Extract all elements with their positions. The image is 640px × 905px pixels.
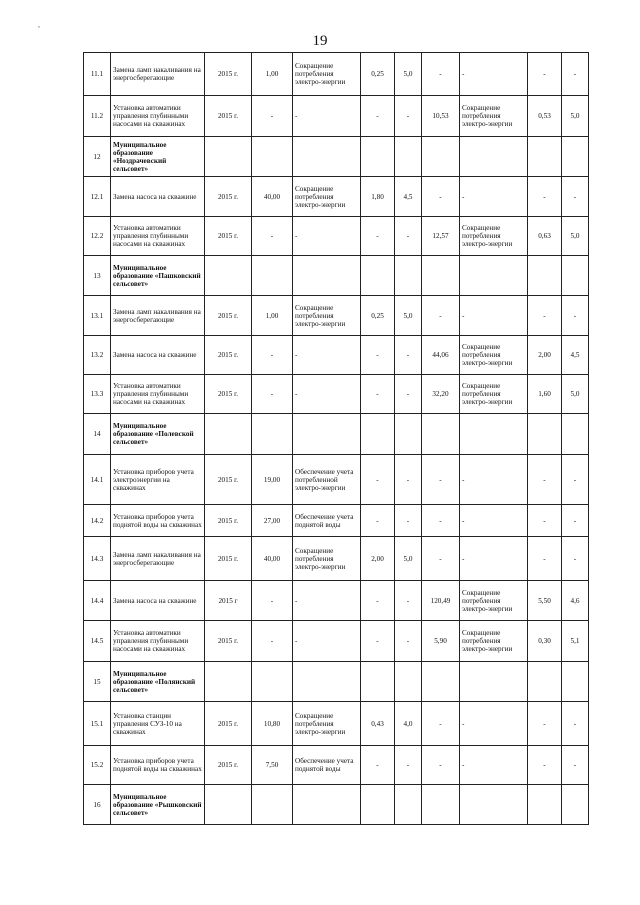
cell-value-1: 0,43 bbox=[361, 702, 395, 746]
cell-effect-2: - bbox=[460, 455, 528, 505]
group-row bbox=[84, 256, 589, 296]
cell-cost bbox=[252, 785, 293, 825]
table-row bbox=[84, 296, 589, 336]
group-row bbox=[84, 662, 589, 702]
cell-value-4 bbox=[528, 414, 562, 455]
cell-year: 2015 г bbox=[205, 581, 252, 621]
cell-value-5: - bbox=[562, 505, 589, 537]
cell-year: 2015 г. bbox=[205, 336, 252, 375]
cell-value-1 bbox=[361, 256, 395, 296]
cell-cost-2: 5,90 bbox=[422, 621, 460, 662]
cell-cost-2: 120,49 bbox=[422, 581, 460, 621]
cell-number: 13.3 bbox=[84, 375, 111, 414]
cell-effect: Сокращение потребления электро-энергии bbox=[293, 702, 361, 746]
table-row bbox=[84, 621, 589, 662]
cell-cost-2: - bbox=[422, 746, 460, 785]
cell-number: 14.4 bbox=[84, 581, 111, 621]
cell-value-2: - bbox=[395, 217, 422, 256]
cell-value-2: - bbox=[395, 746, 422, 785]
cell-measure-name: Замена ламп накаливания на энергосберегающие bbox=[111, 53, 205, 96]
cell-cost-2: - bbox=[422, 296, 460, 336]
cell-measure-name: Муниципальное образование «Полевской сельсовет» bbox=[111, 414, 205, 455]
cell-cost-2 bbox=[422, 785, 460, 825]
cell-year: 2015 г. bbox=[205, 702, 252, 746]
cell-value-5: 5,1 bbox=[562, 621, 589, 662]
cell-value-1 bbox=[361, 137, 395, 177]
cell-value-1: - bbox=[361, 505, 395, 537]
cell-value-5: - bbox=[562, 702, 589, 746]
cell-number: 13.2 bbox=[84, 336, 111, 375]
cell-value-2: - bbox=[395, 375, 422, 414]
cell-cost-2: 12,57 bbox=[422, 217, 460, 256]
table-row bbox=[84, 537, 589, 581]
cell-value-2: 5,0 bbox=[395, 537, 422, 581]
table-row bbox=[84, 375, 589, 414]
cell-cost bbox=[252, 414, 293, 455]
cell-value-5 bbox=[562, 256, 589, 296]
cell-value-5: - bbox=[562, 537, 589, 581]
cell-effect-2: - bbox=[460, 177, 528, 217]
scan-mark: , bbox=[38, 20, 40, 29]
table-row bbox=[84, 336, 589, 375]
cell-value-4: - bbox=[528, 455, 562, 505]
cell-cost: - bbox=[252, 375, 293, 414]
cell-effect-2: - bbox=[460, 702, 528, 746]
cell-number: 14.2 bbox=[84, 505, 111, 537]
cell-value-1: - bbox=[361, 455, 395, 505]
cell-measure-name: Замена насоса на скважине bbox=[111, 177, 205, 217]
cell-value-2: - bbox=[395, 455, 422, 505]
cell-cost: 40,00 bbox=[252, 537, 293, 581]
table-row bbox=[84, 53, 589, 96]
cell-effect: - bbox=[293, 581, 361, 621]
cell-cost-2 bbox=[422, 662, 460, 702]
cell-number: 11.2 bbox=[84, 96, 111, 137]
cell-number: 14.5 bbox=[84, 621, 111, 662]
cell-cost-2 bbox=[422, 256, 460, 296]
group-row bbox=[84, 137, 589, 177]
cell-measure-name: Замена ламп накаливания на энергосберегающие bbox=[111, 537, 205, 581]
cell-year bbox=[205, 785, 252, 825]
cell-value-1: - bbox=[361, 746, 395, 785]
cell-effect: Обеспечение учета поднятой воды bbox=[293, 746, 361, 785]
cell-effect: Сокращение потребления электро-энергии bbox=[293, 537, 361, 581]
cell-measure-name: Установка приборов учета поднятой воды на скважинах bbox=[111, 746, 205, 785]
cell-value-1 bbox=[361, 785, 395, 825]
cell-year: 2015 г. bbox=[205, 505, 252, 537]
cell-value-1: - bbox=[361, 621, 395, 662]
cell-value-5 bbox=[562, 785, 589, 825]
cell-effect-2: Сокращение потребления электро-энергии bbox=[460, 96, 528, 137]
cell-year: 2015 г. bbox=[205, 217, 252, 256]
cell-measure-name: Муниципальное образование «Пашковский сельсовет» bbox=[111, 256, 205, 296]
cell-value-4 bbox=[528, 256, 562, 296]
cell-effect: Сокращение потребления электро-энергии bbox=[293, 296, 361, 336]
cell-effect: Обеспечение учета потребленной электро-энергии bbox=[293, 455, 361, 505]
cell-value-5: - bbox=[562, 296, 589, 336]
cell-value-4: - bbox=[528, 505, 562, 537]
group-row bbox=[84, 785, 589, 825]
cell-value-4: - bbox=[528, 702, 562, 746]
cell-value-5: - bbox=[562, 53, 589, 96]
cell-value-4 bbox=[528, 137, 562, 177]
cell-value-2: - bbox=[395, 621, 422, 662]
cell-cost: - bbox=[252, 581, 293, 621]
cell-value-5: - bbox=[562, 455, 589, 505]
cell-number: 13.1 bbox=[84, 296, 111, 336]
cell-effect: Обеспечение учета поднятой воды bbox=[293, 505, 361, 537]
cell-measure-name: Установка приборов учета поднятой воды на скважинах bbox=[111, 505, 205, 537]
cell-effect-2: - bbox=[460, 537, 528, 581]
cell-value-4 bbox=[528, 662, 562, 702]
cell-value-2: - bbox=[395, 96, 422, 137]
cell-value-4: 2,00 bbox=[528, 336, 562, 375]
cell-value-2: 4,0 bbox=[395, 702, 422, 746]
table-row bbox=[84, 217, 589, 256]
cell-effect-2 bbox=[460, 414, 528, 455]
cell-number: 14.3 bbox=[84, 537, 111, 581]
cell-effect: - bbox=[293, 217, 361, 256]
cell-value-5: 4,6 bbox=[562, 581, 589, 621]
cell-measure-name: Установка автоматики управления глубинными насосами на скважинах bbox=[111, 217, 205, 256]
cell-value-1 bbox=[361, 414, 395, 455]
cell-number: 12.2 bbox=[84, 217, 111, 256]
cell-value-1: - bbox=[361, 375, 395, 414]
cell-number: 15.1 bbox=[84, 702, 111, 746]
cell-measure-name: Замена ламп накаливания на энергосберегающие bbox=[111, 296, 205, 336]
measures-table bbox=[83, 52, 589, 825]
cell-value-2: - bbox=[395, 336, 422, 375]
cell-cost-2 bbox=[422, 414, 460, 455]
table-row bbox=[84, 455, 589, 505]
cell-cost: - bbox=[252, 336, 293, 375]
cell-number: 15 bbox=[84, 662, 111, 702]
cell-effect bbox=[293, 785, 361, 825]
cell-effect-2: - bbox=[460, 505, 528, 537]
cell-number: 15.2 bbox=[84, 746, 111, 785]
cell-value-4 bbox=[528, 785, 562, 825]
cell-measure-name: Замена насоса на скважине bbox=[111, 581, 205, 621]
cell-value-4: - bbox=[528, 537, 562, 581]
cell-cost: 40,00 bbox=[252, 177, 293, 217]
cell-effect-2: - bbox=[460, 296, 528, 336]
cell-cost bbox=[252, 137, 293, 177]
cell-measure-name: Замена насоса на скважине bbox=[111, 336, 205, 375]
cell-effect: - bbox=[293, 621, 361, 662]
cell-effect bbox=[293, 414, 361, 455]
table-row bbox=[84, 505, 589, 537]
table-row bbox=[84, 96, 589, 137]
cell-value-5 bbox=[562, 137, 589, 177]
cell-number: 14.1 bbox=[84, 455, 111, 505]
cell-effect-2: - bbox=[460, 53, 528, 96]
cell-effect-2: Сокращение потребления электро-энергии bbox=[460, 217, 528, 256]
cell-effect: Сокращение потребления электро-энергии bbox=[293, 53, 361, 96]
cell-value-4: 0,63 bbox=[528, 217, 562, 256]
cell-measure-name: Установка автоматики управления глубинными насосами на скважинах bbox=[111, 621, 205, 662]
cell-year bbox=[205, 256, 252, 296]
cell-value-1: 0,25 bbox=[361, 296, 395, 336]
cell-value-4: 1,60 bbox=[528, 375, 562, 414]
cell-year: 2015 г. bbox=[205, 621, 252, 662]
cell-cost: 10,80 bbox=[252, 702, 293, 746]
cell-value-2: 5,0 bbox=[395, 53, 422, 96]
cell-effect-2 bbox=[460, 256, 528, 296]
cell-value-2: 4,5 bbox=[395, 177, 422, 217]
cell-value-2 bbox=[395, 785, 422, 825]
cell-cost-2: - bbox=[422, 177, 460, 217]
table-row bbox=[84, 581, 589, 621]
cell-number: 14 bbox=[84, 414, 111, 455]
cell-value-2: - bbox=[395, 505, 422, 537]
cell-cost-2: 10,53 bbox=[422, 96, 460, 137]
cell-cost-2: - bbox=[422, 53, 460, 96]
cell-value-5: 5,0 bbox=[562, 375, 589, 414]
cell-value-5: 5,0 bbox=[562, 96, 589, 137]
cell-effect bbox=[293, 662, 361, 702]
cell-year bbox=[205, 662, 252, 702]
cell-value-5 bbox=[562, 662, 589, 702]
page-number: 19 bbox=[312, 33, 328, 49]
cell-measure-name: Установка приборов учета электроэнергии на скважинах bbox=[111, 455, 205, 505]
cell-measure-name: Муниципальное образование «Ноздрачевский сельсовет» bbox=[111, 137, 205, 177]
cell-measure-name: Муниципальное образование «Рышковский сельсовет» bbox=[111, 785, 205, 825]
cell-value-1: 1,80 bbox=[361, 177, 395, 217]
cell-cost-2: - bbox=[422, 537, 460, 581]
cell-effect: - bbox=[293, 375, 361, 414]
cell-value-2: 5,0 bbox=[395, 296, 422, 336]
cell-year bbox=[205, 137, 252, 177]
cell-cost: - bbox=[252, 217, 293, 256]
cell-cost bbox=[252, 256, 293, 296]
cell-value-5: - bbox=[562, 746, 589, 785]
cell-number: 13 bbox=[84, 256, 111, 296]
cell-cost-2: 32,20 bbox=[422, 375, 460, 414]
cell-value-5: 4,5 bbox=[562, 336, 589, 375]
cell-effect-2: Сокращение потребления электро-энергии bbox=[460, 375, 528, 414]
cell-number: 12 bbox=[84, 137, 111, 177]
cell-effect-2: - bbox=[460, 746, 528, 785]
cell-effect: Сокращение потребления электро-энергии bbox=[293, 177, 361, 217]
cell-cost-2 bbox=[422, 137, 460, 177]
cell-cost-2: 44,06 bbox=[422, 336, 460, 375]
cell-value-2 bbox=[395, 662, 422, 702]
cell-effect: - bbox=[293, 96, 361, 137]
cell-cost-2: - bbox=[422, 455, 460, 505]
cell-number: 11.1 bbox=[84, 53, 111, 96]
cell-cost bbox=[252, 662, 293, 702]
cell-value-1: 0,25 bbox=[361, 53, 395, 96]
cell-effect-2: Сокращение потребления электро-энергии bbox=[460, 621, 528, 662]
cell-effect: - bbox=[293, 336, 361, 375]
cell-value-4: - bbox=[528, 746, 562, 785]
cell-cost: - bbox=[252, 621, 293, 662]
cell-cost-2: - bbox=[422, 702, 460, 746]
cell-value-4: 5,50 bbox=[528, 581, 562, 621]
cell-cost: 19,00 bbox=[252, 455, 293, 505]
cell-measure-name: Установка станции управления СУЗ-10 на скважинах bbox=[111, 702, 205, 746]
cell-value-4: - bbox=[528, 296, 562, 336]
cell-year: 2015 г. bbox=[205, 177, 252, 217]
cell-cost: - bbox=[252, 96, 293, 137]
cell-cost: 1,00 bbox=[252, 296, 293, 336]
cell-value-4: 0,53 bbox=[528, 96, 562, 137]
cell-value-4: 0,30 bbox=[528, 621, 562, 662]
group-row bbox=[84, 414, 589, 455]
cell-cost: 27,00 bbox=[252, 505, 293, 537]
cell-value-1: - bbox=[361, 336, 395, 375]
cell-value-1: - bbox=[361, 581, 395, 621]
cell-year: 2015 г. bbox=[205, 53, 252, 96]
cell-effect-2 bbox=[460, 662, 528, 702]
cell-year: 2015 г. bbox=[205, 455, 252, 505]
cell-value-1 bbox=[361, 662, 395, 702]
cell-year: 2015 г. bbox=[205, 375, 252, 414]
cell-measure-name: Установка автоматики управления глубинными насосами на скважинах bbox=[111, 375, 205, 414]
cell-effect bbox=[293, 137, 361, 177]
cell-value-2 bbox=[395, 137, 422, 177]
cell-year: 2015 г. bbox=[205, 537, 252, 581]
table-row bbox=[84, 702, 589, 746]
cell-value-2: - bbox=[395, 581, 422, 621]
cell-year: 2015 г. bbox=[205, 746, 252, 785]
cell-value-2 bbox=[395, 256, 422, 296]
cell-year: 2015 г. bbox=[205, 96, 252, 137]
cell-number: 16 bbox=[84, 785, 111, 825]
cell-value-5: 5,0 bbox=[562, 217, 589, 256]
cell-effect bbox=[293, 256, 361, 296]
table-row bbox=[84, 177, 589, 217]
cell-value-1: 2,00 bbox=[361, 537, 395, 581]
cell-value-4: - bbox=[528, 177, 562, 217]
cell-effect-2: Сокращение потребления электро-энергии bbox=[460, 336, 528, 375]
cell-measure-name: Установка автоматики управления глубинными насосами на скважинах bbox=[111, 96, 205, 137]
cell-cost: 7,50 bbox=[252, 746, 293, 785]
cell-year: 2015 г. bbox=[205, 296, 252, 336]
table-row bbox=[84, 746, 589, 785]
cell-effect-2 bbox=[460, 785, 528, 825]
cell-effect-2: Сокращение потребления электро-энергии bbox=[460, 581, 528, 621]
cell-value-5: - bbox=[562, 177, 589, 217]
cell-value-1: - bbox=[361, 96, 395, 137]
cell-value-5 bbox=[562, 414, 589, 455]
cell-value-2 bbox=[395, 414, 422, 455]
cell-cost-2: - bbox=[422, 505, 460, 537]
cell-value-1: - bbox=[361, 217, 395, 256]
cell-number: 12.1 bbox=[84, 177, 111, 217]
cell-cost: 1,00 bbox=[252, 53, 293, 96]
cell-measure-name: Муниципальное образование «Полянский сельсовет» bbox=[111, 662, 205, 702]
cell-year bbox=[205, 414, 252, 455]
cell-value-4: - bbox=[528, 53, 562, 96]
cell-effect-2 bbox=[460, 137, 528, 177]
